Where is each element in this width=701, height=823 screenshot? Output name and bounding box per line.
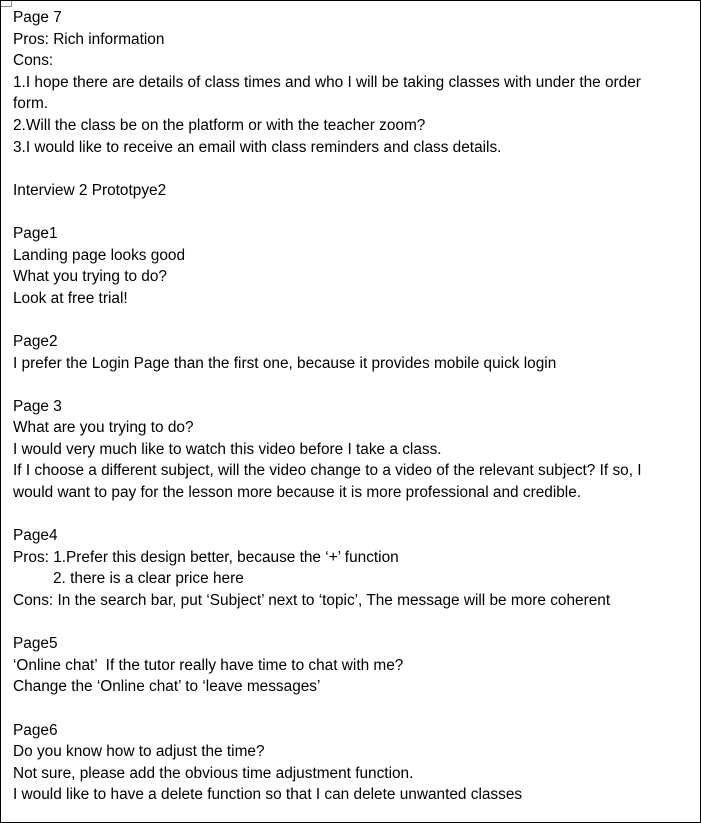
page3-line: would want to pay for the lesson more because it is more professional and credible. [13, 484, 582, 502]
page2-heading: Page2 [13, 332, 58, 350]
page7-pros: Pros: Rich information [13, 30, 165, 48]
page4-pros-2: 2. there is a clear price here [53, 570, 244, 588]
page3-line: I would very much like to watch this video before I take a class. [13, 440, 442, 458]
page3-line: What are you trying to do? [13, 419, 194, 437]
page7-cons-3: 3.I would like to receive an email with class reminders and class details. [13, 138, 502, 156]
page7-heading: Page 7 [13, 9, 62, 26]
interview-title: Interview 2 Prototpye2 [13, 181, 167, 199]
page1-line: What you trying to do? [13, 268, 167, 286]
page7-cons-label: Cons: [13, 52, 54, 70]
blank-line [13, 309, 688, 331]
blank-line [13, 612, 688, 634]
page1-line: Look at free trial! [13, 289, 128, 307]
page4-heading: Page4 [13, 527, 58, 545]
blank-line [13, 698, 688, 720]
page7-cons-1a: 1.I hope there are details of class times and who I will be taking classes with under the order [13, 73, 641, 91]
page5-heading: Page5 [13, 635, 58, 653]
page6-line: Not sure, please add the obvious time adjustment function. [13, 764, 414, 782]
page5-line: Change the ‘Online chat’ to ‘leave messages’ [13, 678, 321, 696]
page6-line: I would like to have a delete function so that I can delete unwanted classes [13, 786, 523, 804]
page1-line: Landing page looks good [13, 246, 186, 264]
page5-line: ‘Online chat’ If the tutor really have time to chat with me? [13, 656, 404, 674]
page4-cons: Cons: In the search bar, put ‘Subject’ next to ‘topic’, The message will be more coherent [13, 592, 611, 610]
page7-cons-2: 2.Will the class be on the platform or with the teacher zoom? [13, 116, 426, 134]
page3-line: If I choose a different subject, will the video change to a video of the relevant subject? If so, I [13, 462, 642, 480]
page-corner-mark [1, 1, 12, 7]
blank-line [13, 504, 688, 526]
page6-line: Do you know how to adjust the time? [13, 743, 265, 761]
blank-line [13, 374, 688, 396]
page6-heading: Page6 [13, 721, 58, 739]
blank-line [13, 201, 688, 223]
blank-line [13, 158, 688, 180]
page1-heading: Page1 [13, 224, 58, 242]
page4-pros-1: Pros: 1.Prefer this design better, because the ‘+’ function [13, 548, 399, 566]
page2-line: I prefer the Login Page than the first one, because it provides mobile quick login [13, 354, 557, 372]
page3-heading: Page 3 [13, 397, 62, 415]
page7-cons-1b: form. [13, 95, 49, 113]
